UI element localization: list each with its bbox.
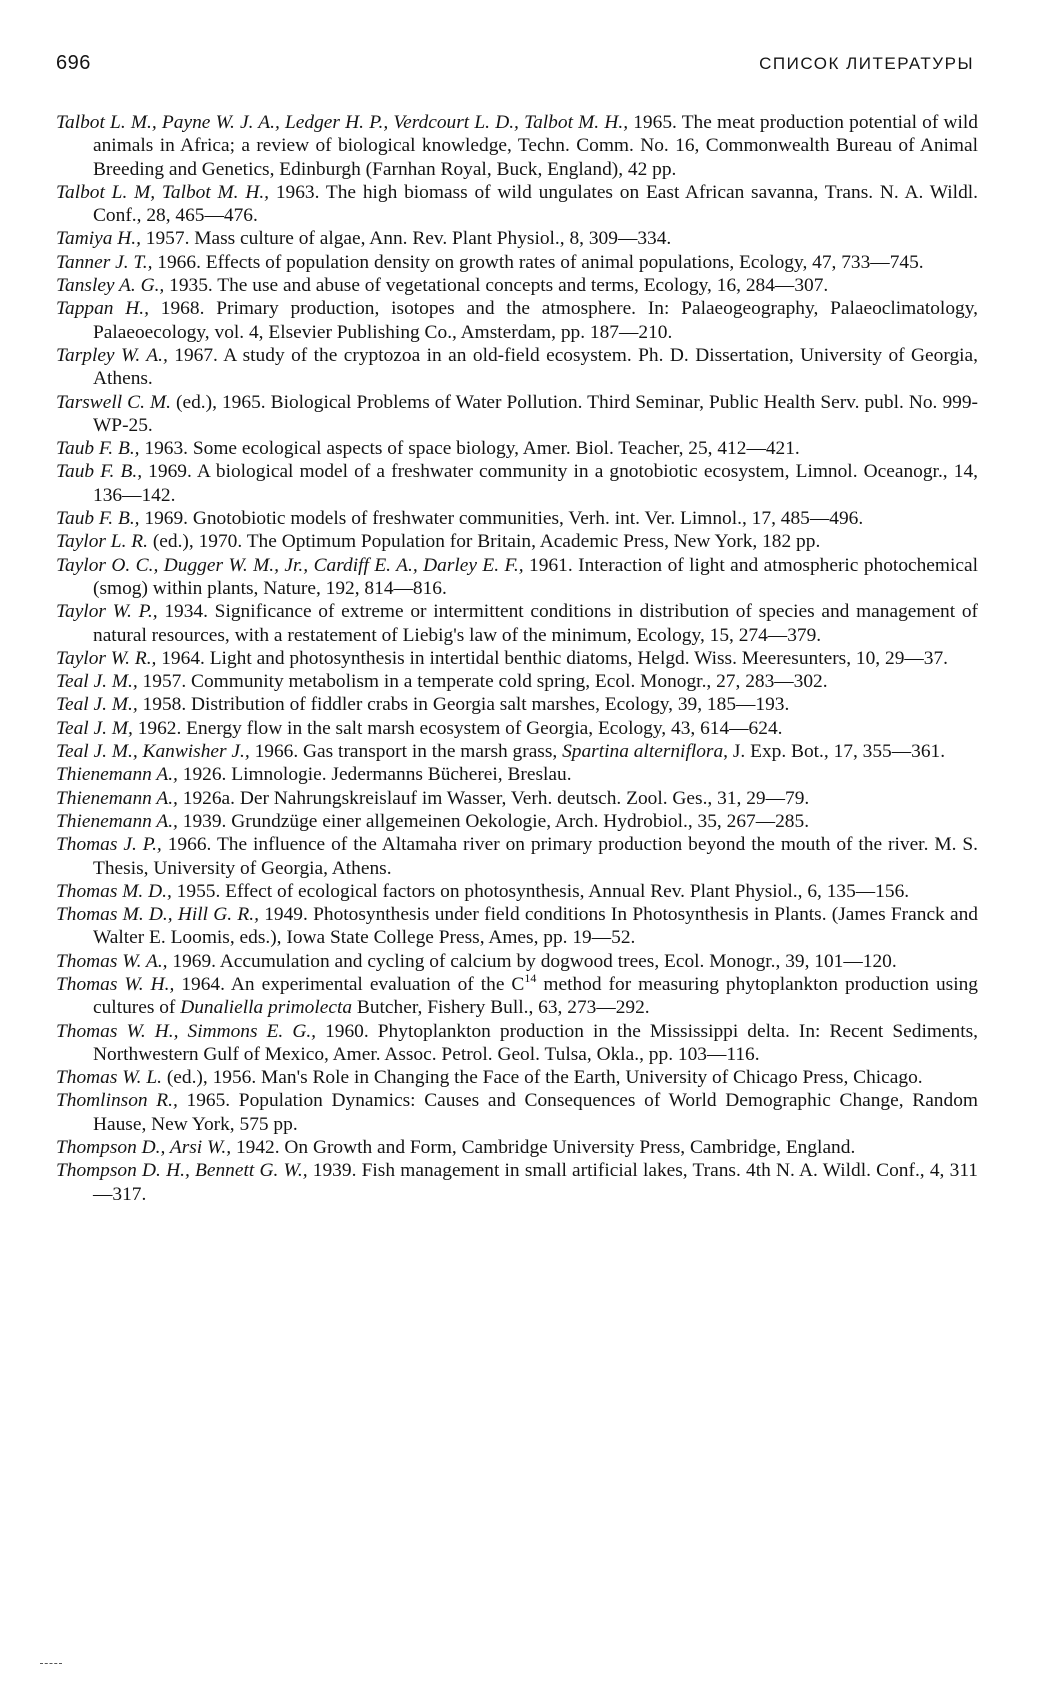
- reference-authors: Talbot L. M., Payne W. J. A., Ledger H. P., Verdcourt L. D., Talbot M. H.,: [56, 112, 629, 133]
- reference-entry: [56, 507, 978, 530]
- reference-authors: Taylor L. R.: [56, 531, 148, 553]
- reference-entry: [56, 717, 978, 740]
- reference-entry: [56, 111, 978, 181]
- reference-authors: Teal J. M.,: [56, 694, 138, 716]
- reference-text: 1966. Effects of population density on growth rates of animal populations, Ecology, 47, 733—745.: [152, 251, 924, 273]
- reference-authors: Thienemann A.,: [56, 787, 178, 809]
- reference-text: 1942. On Growth and Form, Cambridge University Press, Cambridge, England.: [231, 1137, 856, 1159]
- reference-entry: [56, 647, 978, 670]
- reference-entry: [56, 740, 978, 763]
- reference-authors: Thienemann A.,: [56, 810, 178, 832]
- reference-text: 1961. Interaction of light and atmospheric photochemical (smog) within plants, Nature, 192, 814—816.: [93, 554, 978, 599]
- running-title: СПИСОК ЛИТЕРАТУРЫ: [759, 54, 974, 73]
- reference-entry: [56, 1159, 978, 1206]
- reference-authors: Thomas M. D.,: [56, 880, 172, 902]
- reference-authors: Taub F. B.,: [56, 508, 140, 530]
- reference-entry: [56, 437, 978, 460]
- reference-entry: [56, 391, 978, 438]
- reference-authors: Thompson D., Arsi W.,: [56, 1137, 232, 1159]
- reference-entry: [56, 1136, 978, 1159]
- reference-authors: Teal J. M,: [56, 717, 133, 739]
- reference-entry: [56, 1089, 978, 1136]
- reference-text: 1968. Primary production, isotopes and the atmosphere. In: Palaeogeography, Palaeoclimatology, Palaeoecology, vol. 4, Elsevier Publishing Co., Amsterdam, pp. 187—210.: [93, 298, 978, 343]
- reference-authors: Teal J. M., Kanwisher J.,: [56, 741, 250, 763]
- reference-authors: Taylor O. C., Dugger W. M., Jr., Cardiff E. A., Darley E. F.,: [56, 554, 524, 576]
- reference-text: 1964. An experimental evaluation of the $C^{14}$ method for measuring phytoplankton production using cultures of Dunaliella primolecta Butcher, Fishery Bull., 63, 273—292.: [93, 970, 978, 1019]
- reference-text: 1957. Mass culture of algae, Ann. Rev. Plant Physiol., 8, 309—334.: [140, 228, 672, 250]
- reference-text: 1969. Gnotobiotic models of freshwater communities, Verh. int. Ver. Limnol., 17, 485—496.: [139, 508, 864, 530]
- reference-entry: [56, 600, 978, 647]
- reference-text: 1962. Energy flow in the salt marsh ecosystem of Georgia, Ecology, 43, 614—624.: [132, 717, 783, 739]
- reference-authors: Tappan H.,: [56, 298, 149, 320]
- reference-entry: [56, 227, 978, 250]
- reference-text: 1965. Population Dynamics: Causes and Consequences of World Demographic Change, Random Hause, New York, 575 pp.: [93, 1090, 978, 1135]
- reference-entry: [56, 970, 978, 1020]
- reference-entry: [56, 880, 978, 903]
- reference-text: 1963. Some ecological aspects of space biology, Amer. Biol. Teacher, 25, 412—421.: [139, 438, 800, 460]
- reference-text: 1955. Effect of ecological factors on photosynthesis, Annual Rev. Plant Physiol., 6, 135—156.: [171, 880, 910, 902]
- reference-entry: [56, 833, 978, 880]
- reference-authors: Tanner J. T.,: [56, 251, 153, 273]
- reference-authors: Taylor W. P.,: [56, 601, 158, 623]
- reference-authors: Thomas J. P.,: [56, 834, 162, 856]
- reference-entry: [56, 950, 978, 973]
- reference-authors: Thomas W. L.: [56, 1067, 162, 1089]
- reference-authors: Taub F. B.,: [56, 438, 140, 460]
- reference-authors: Thomas W. A.,: [56, 950, 168, 972]
- reference-text: 1949. Photosynthesis under field conditions In Photosynthesis in Plants. (James Franck and Walter E. Loomis, eds.), Iowa State College Press, Ames, pp. 19—52.: [93, 904, 978, 949]
- reference-entry: [56, 903, 978, 950]
- reference-entry: [56, 181, 978, 228]
- reference-text: 1926a. Der Nahrungskreislauf im Wasser, Verh. deutsch. Zool. Ges., 31, 29—79.: [177, 787, 810, 809]
- reference-text: 1966. Gas transport in the marsh grass, Spartina alterniflora, J. Exp. Bot., 17, 355—361.: [249, 741, 946, 763]
- reference-authors: Taylor W. R.,: [56, 647, 157, 669]
- reference-authors: Thomlinson R.,: [56, 1090, 178, 1112]
- reference-list: [56, 111, 978, 1206]
- reference-text: 1935. The use and abuse of vegetational concepts and terms, Ecology, 16, 284—307.: [164, 275, 829, 297]
- reference-text: 1934. Significance of extreme or intermittent conditions in distribution of species and management of natural resources, with a restatement of Liebig's law of the minimum, Ecology, 15, 274—379.: [93, 601, 979, 646]
- reference-text: 1939. Fish management in small artificial lakes, Trans. 4th N. A. Wildl. Conf., 4, 311—317.: [93, 1160, 978, 1205]
- reference-entry: [56, 693, 978, 716]
- reference-authors: Tarswell C. M.: [56, 391, 171, 413]
- page-number: 696: [56, 52, 91, 74]
- footer-rule: [40, 1663, 62, 1666]
- reference-text: 1969. A biological model of a freshwater community in a gnotobiotic ecosystem, Limnol. Oceanogr., 14, 136—142.: [93, 461, 978, 506]
- reference-text: 1966. The influence of the Altamaha river on primary production beyond the mouth of the river. M. S. Thesis, University of Georgia, Athens.: [93, 834, 979, 879]
- reference-text: 1965. The meat production potential of wild animals in Africa; a review of biological knowledge, Techn. Comm. No. 16, Commonwealth Bureau of Animal Breeding and Genetics, Edinburgh (Farnhan Royal, Buck, England), 42 pp.: [93, 112, 978, 180]
- reference-entry: [56, 274, 978, 297]
- reference-entry: [56, 530, 978, 553]
- reference-text: 1939. Grundzüge einer allgemeinen Oekologie, Arch. Hydrobiol., 35, 267—285.: [177, 810, 810, 832]
- reference-authors: Tansley A. G.,: [56, 275, 165, 297]
- reference-text: 1957. Community metabolism in a temperate cold spring, Ecol. Monogr., 27, 283—302.: [137, 671, 828, 693]
- reference-entry: [56, 344, 978, 391]
- reference-authors: Thompson D. H., Bennett G. W.,: [56, 1160, 308, 1182]
- reference-text: 1969. Accumulation and cycling of calcium by dogwood trees, Ecol. Monogr., 39, 101—120.: [167, 950, 897, 972]
- page-header: [56, 52, 974, 82]
- reference-entry: [56, 810, 978, 833]
- reference-text: 1926. Limnologie. Jedermanns Bücherei, Breslau.: [177, 764, 572, 786]
- reference-text: 1958. Distribution of fiddler crabs in Georgia salt marshes, Ecology, 39, 185—193.: [137, 694, 790, 716]
- reference-authors: Talbot L. M, Talbot M. H.,: [56, 181, 270, 203]
- reference-authors: Thomas M. D., Hill G. R.,: [56, 904, 259, 926]
- reference-entry: [56, 1020, 978, 1067]
- reference-entry: [56, 297, 978, 344]
- reference-authors: Tamiya H.,: [56, 228, 141, 250]
- reference-authors: Taub F. B.,: [56, 461, 143, 483]
- reference-entry: [56, 460, 978, 507]
- reference-text: 1964. Light and photosynthesis in intertidal benthic diatoms, Helgd. Wiss. Meeresunters, 10, 29—37.: [156, 647, 949, 669]
- reference-text: (ed.), 1965. Biological Problems of Water Pollution. Third Seminar, Public Health Serv. publ. No. 999-WP-25.: [93, 391, 978, 436]
- reference-text: (ed.), 1970. The Optimum Population for Britain, Academic Press, New York, 182 pp.: [147, 531, 821, 553]
- reference-authors: Thomas W. H., Simmons E. G.,: [56, 1020, 317, 1042]
- reference-authors: Thienemann A.,: [56, 764, 178, 786]
- reference-entry: [56, 763, 978, 786]
- reference-text: 1963. The high biomass of wild ungulates on East African savanna, Trans. N. A. Wildl. Conf., 28, 465—476.: [93, 181, 978, 227]
- reference-entry: [56, 251, 978, 274]
- reference-authors: Teal J. M.,: [56, 671, 138, 693]
- reference-authors: Tarpley W. A.,: [56, 344, 168, 366]
- reference-entry: [56, 670, 978, 693]
- reference-entry: [56, 554, 978, 601]
- reference-entry: [56, 1066, 978, 1089]
- reference-entry: [56, 787, 978, 810]
- reference-text: (ed.), 1956. Man's Role in Changing the Face of the Earth, University of Chicago Press, Chicago.: [161, 1067, 923, 1089]
- reference-text: 1960. Phytoplankton production in the Mississippi delta. In: Recent Sediments, Northwestern Gulf of Mexico, Amer. Assoc. Petrol. Geol. Tulsa, Okla., pp. 103—116.: [93, 1020, 978, 1065]
- reference-authors: Thomas W. H.,: [56, 973, 175, 995]
- reference-text: 1967. A study of the cryptozoa in an old-field ecosystem. Ph. D. Dissertation, University of Georgia, Athens.: [93, 344, 979, 390]
